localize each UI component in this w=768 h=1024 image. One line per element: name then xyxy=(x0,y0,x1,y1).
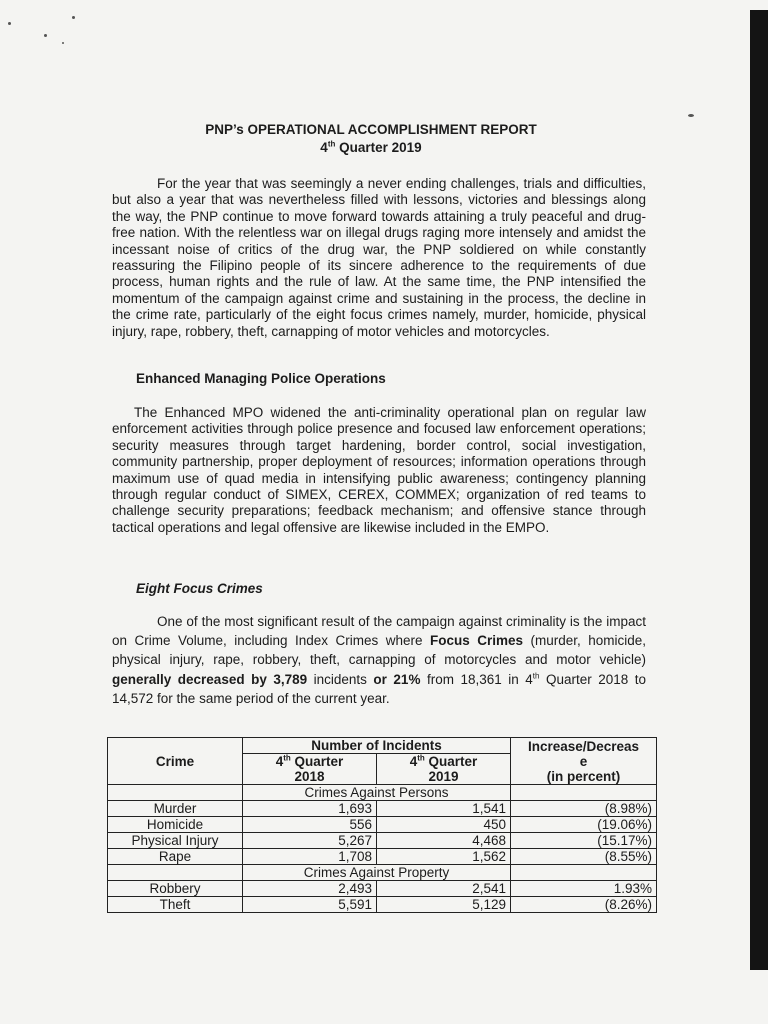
scan-speck xyxy=(62,42,64,44)
incidents-2018: 5,591 xyxy=(243,897,377,913)
incidents-2019: 1,562 xyxy=(377,849,511,865)
crime-name: Murder xyxy=(108,801,243,817)
focus-crimes-paragraph: One of the most significant result of the campaign against criminality is the impact on Crime Volume, including Index Crimes where Focus Crimes (murder, homicide, physical injury, rape, robbery, theft, carnapping of motorcycles and motor vehicle) generally decreased by 3,789 incidents or 21% from 18,361 in 4th Quarter 2018 to 14,572 for the same period of the current year. xyxy=(112,614,646,706)
scan-speck xyxy=(8,22,11,25)
header-increase-decrease: Increase/Decreas e (in percent) xyxy=(511,738,657,785)
incidents-2019: 450 xyxy=(377,817,511,833)
percent-change: (15.17%) xyxy=(511,833,657,849)
table-row xyxy=(108,849,657,865)
percent-change: 1.93% xyxy=(511,881,657,897)
empo-paragraph: The Enhanced MPO widened the anti-criminality operational plan on regular law enforcement activities through police presence and focused law enforcement operations; security measures through target hardening, border control, social investigation, community partnership, proper deployment of resources; information operations through maximum use of quad media in intensifying public awareness; contingency planning through regular conduct of SIMEX, CEREX, COMMEX; organization of red teams to challenge security preparations; feedback mechanism; and offensive stance through tactical operations and legal offensive are likewise included in the EMPO. xyxy=(112,405,646,535)
section-heading-empo: Enhanced Managing Police Operations xyxy=(136,371,386,386)
crime-name: Rape xyxy=(108,849,243,865)
report-subtitle: 4th Quarter 2019 xyxy=(320,139,422,155)
section-heading-focus-crimes: Eight Focus Crimes xyxy=(136,581,263,596)
percent-change: (8.26%) xyxy=(511,897,657,913)
incidents-2018: 2,493 xyxy=(243,881,377,897)
scan-speck xyxy=(44,34,47,37)
incidents-2019: 1,541 xyxy=(377,801,511,817)
crime-name: Robbery xyxy=(108,881,243,897)
report-title: PNP’s OPERATIONAL ACCOMPLISHMENT REPORT xyxy=(205,122,537,137)
table-row xyxy=(108,801,657,817)
percent-change: (8.55%) xyxy=(511,849,657,865)
incidents-2018: 556 xyxy=(243,817,377,833)
header-number-of-incidents: Number of Incidents xyxy=(243,738,511,754)
scan-edge-shadow xyxy=(750,10,768,970)
table-row xyxy=(108,833,657,849)
focus-crimes-table xyxy=(107,737,657,913)
scan-speck xyxy=(72,16,75,19)
crime-name: Physical Injury xyxy=(108,833,243,849)
crime-name: Homicide xyxy=(108,817,243,833)
table-row xyxy=(108,817,657,833)
header-q4-2019: 4th Quarter 2019 xyxy=(377,754,511,785)
table-row xyxy=(108,897,657,913)
incidents-2019: 5,129 xyxy=(377,897,511,913)
percent-change: (19.06%) xyxy=(511,817,657,833)
incidents-2018: 1,693 xyxy=(243,801,377,817)
crime-name: Theft xyxy=(108,897,243,913)
intro-paragraph: For the year that was seemingly a never ending challenges, trials and difficulties, but also a year that was nevertheless filled with lessons, victories and blessings along the way, the PNP continue to move forward towards attaining a truly peaceful and drug-free nation. With the relentless war on illegal drugs raging more intensely and amidst the incessant noise of critics of the drug war, the PNP soldiered on while constantly reassuring the Filipino people of its sincere adherence to the requirements of due process, human rights and the rule of law. At the same time, the PNP intensified the momentum of the campaign against crime and sustaining in the process, the decline in the crime rate, particularly of the eight focus crimes namely, murder, homicide, physical injury, rape, robbery, theft, carnapping of motor vehicles and motorcycles. xyxy=(112,176,646,339)
incidents-2019: 4,468 xyxy=(377,833,511,849)
incidents-2018: 1,708 xyxy=(243,849,377,865)
incidents-2018: 5,267 xyxy=(243,833,377,849)
category-crimes-against-property: Crimes Against Property xyxy=(243,865,511,881)
scan-speck xyxy=(688,114,694,117)
category-crimes-against-persons: Crimes Against Persons xyxy=(243,785,511,801)
incidents-2019: 2,541 xyxy=(377,881,511,897)
header-crime: Crime xyxy=(108,738,243,785)
table-row xyxy=(108,881,657,897)
percent-change: (8.98%) xyxy=(511,801,657,817)
header-q4-2018: 4th Quarter 2018 xyxy=(243,754,377,785)
